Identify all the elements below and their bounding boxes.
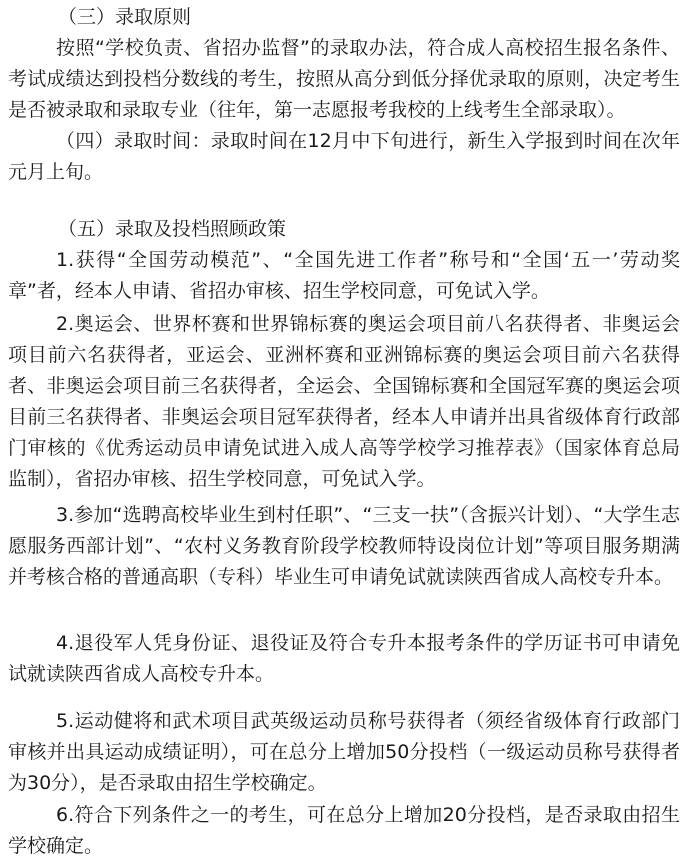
policy-item-5: 5.运动健将和武术项目武英级运动员称号获得者（须经省级体育行政部门审核并出具运动成绩证明），可在总分上增加50分投档（一级运动员称号获得者为30分），是否录取由招生学校确定。 <box>8 710 680 794</box>
section-5-title: （五）录取及投档照顾政策 <box>58 218 287 240</box>
section-4-paragraph: （四）录取时间：录取时间在12月中下旬进行，新生入学报到时间在次年元月上旬。 <box>8 130 680 183</box>
policy-item-4: 4.退役军人凭身份证、退役证及符合专升本报考条件的学历证书可申请免试就读陕西省成人高校专升本。 <box>8 632 680 685</box>
policy-item-1: 1.获得“全国劳动模范”、“全国先进工作者”称号和“全国‘五一’劳动奖章”者，经本人申请、省招办审核、招生学校同意，可免试入学。 <box>8 249 680 302</box>
section-3-title: （三）录取原则 <box>58 6 192 28</box>
policy-item-3: 3.参加“选聘高校毕业生到村任职”、“三支一扶”（含振兴计划）、“大学生志愿服务西部计划”、“农村义务教育阶段学校教师特设岗位计划”等项目服务期满并考核合格的普通高职（专科）毕业生可申请免试就读陕西省成人高校专升本。 <box>8 504 680 588</box>
policy-item-6: 6.符合下列条件之一的考生，可在总分上增加20分投档，是否录取由招生学校确定。 <box>8 804 680 857</box>
section-3-body: 按照“学校负责、省招办监督”的录取办法，符合成人高校招生报名条件、考试成绩达到投档分数线的考生，按照从高分到低分择优录取的原则，决定考生是否被录取和录取专业（往年，第一志愿报考我校的上线考生全部录取）。 <box>8 37 680 121</box>
policy-item-2: 2.奥运会、世界杯赛和世界锦标赛的奥运会项目前八名获得者、非奥运会项目前六名获得者，亚运会、亚洲杯赛和亚洲锦标赛的奥运会项目前六名获得者、非奥运会项目前三名获得者，全运会、全国锦标赛和全国冠军赛的奥运会项目前三名获得者、非奥运会项目冠军获得者，经本人申请并出具省级体育行政部门审核的《优秀运动员申请免试进入成人高等学校学习推荐表》（国家体育总局监制），省招办审核、招生学校同意，可免试入学。 <box>8 313 680 490</box>
